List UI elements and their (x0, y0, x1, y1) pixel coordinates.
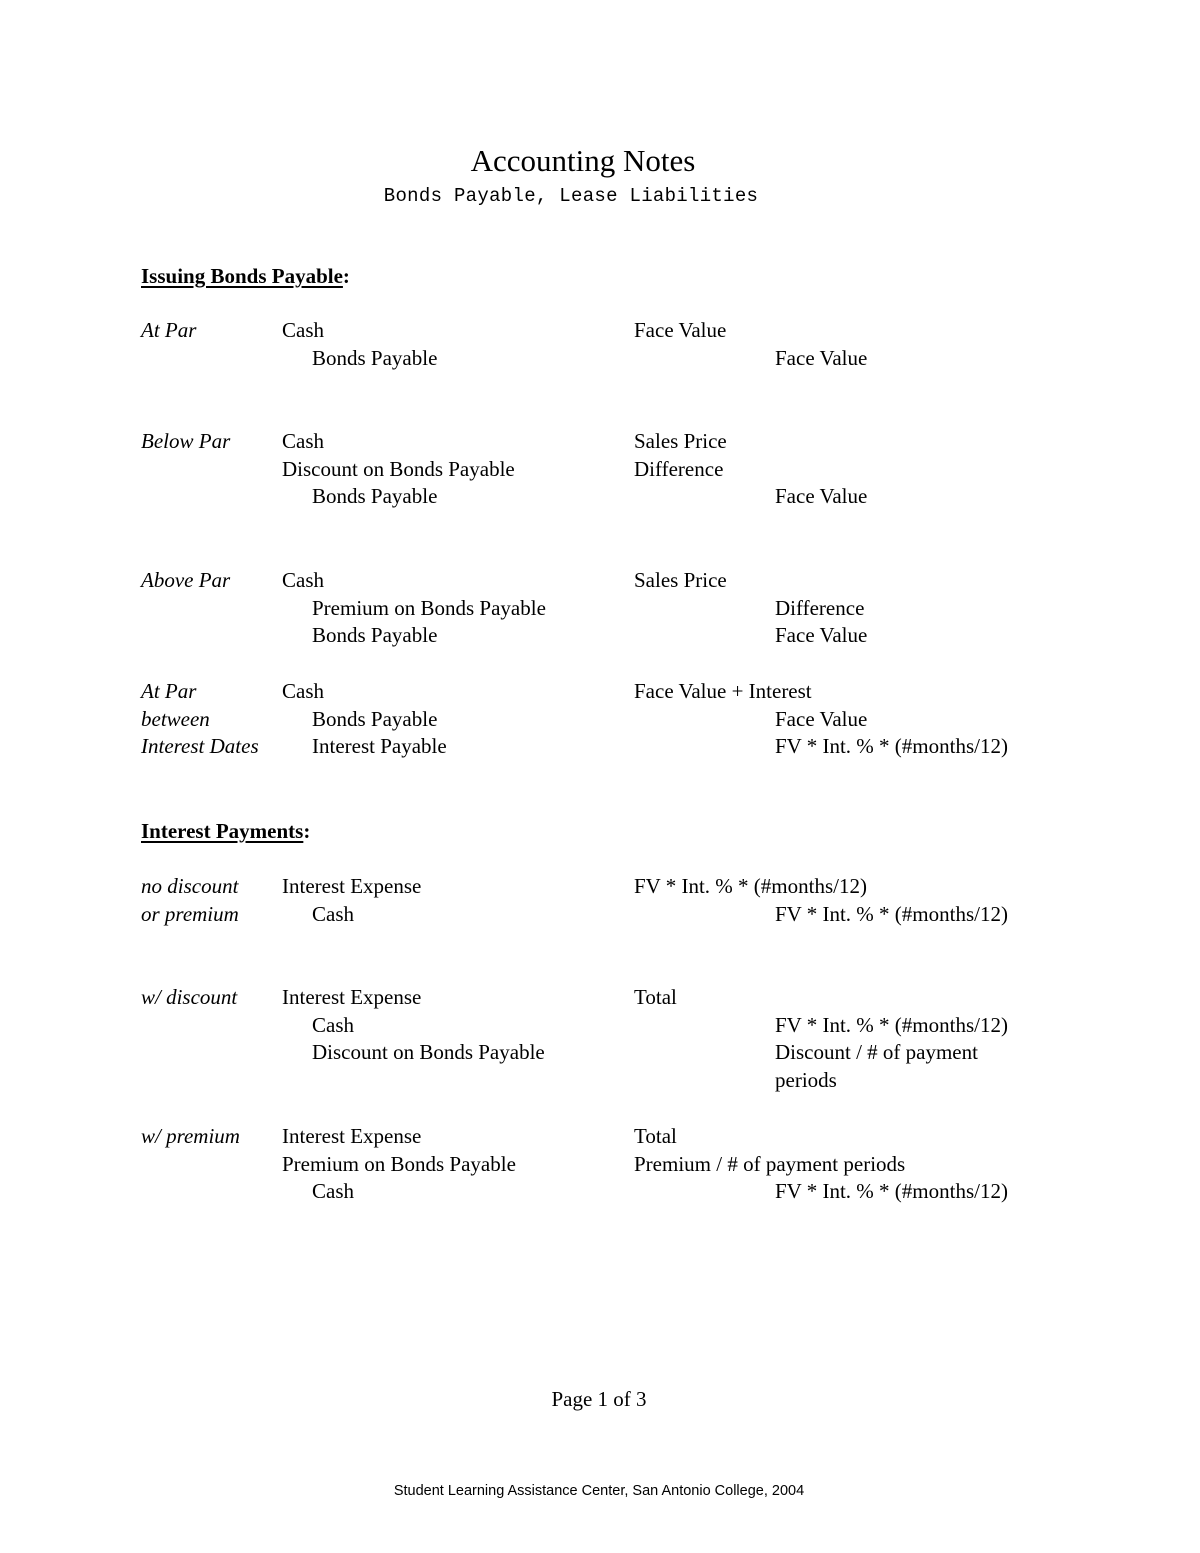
document-subtitle: Bonds Payable, Lease Liabilities (383, 185, 759, 207)
journal-entry-between-interest-dates (141, 678, 1141, 878)
debit-account: Cash (282, 429, 324, 453)
entry-label: between (141, 706, 210, 731)
debit-account: Interest Expense (282, 874, 422, 898)
section-heading-colon: : (303, 819, 311, 843)
credit-account: Discount on Bonds Payable (312, 1040, 545, 1065)
debit-account: Cash (282, 568, 324, 592)
section-heading-text: Issuing Bonds Payable (141, 264, 343, 288)
debit-account: Discount on Bonds Payable (282, 456, 515, 481)
credit-amount: Difference (775, 595, 865, 620)
entry-label: w/ discount (141, 985, 238, 1009)
debit-amount: FV * Int. % * (#months/12) (634, 874, 867, 898)
document-title: Accounting Notes (470, 143, 696, 178)
credit-account: Cash (312, 1179, 354, 1204)
credit-account: Bonds Payable (312, 484, 438, 509)
credit-account: Cash (312, 901, 354, 926)
credit-amount: Face Value (775, 623, 868, 648)
section-heading-issuing-bonds (141, 262, 350, 290)
entry-label: w/ premium (141, 1124, 240, 1148)
page-footer: Student Learning Assistance Center, San Antonio College, 2004 (393, 1483, 805, 1499)
debit-amount: Face Value (634, 318, 727, 342)
credit-account: Bonds Payable (312, 706, 438, 731)
entry-label: no discount (141, 874, 239, 898)
entry-label: Above Par (141, 568, 231, 592)
journal-entry-with-premium (141, 1123, 1141, 1323)
section-heading-text: Interest Payments (141, 819, 304, 843)
entry-label: At Par (141, 318, 197, 342)
credit-amount: FV * Int. % * (#months/12) (775, 901, 1008, 926)
page-number: Page 1 of 3 (551, 1387, 647, 1411)
entry-label: Below Par (141, 429, 231, 453)
debit-amount: Sales Price (634, 568, 727, 592)
entry-label: Interest Dates (141, 734, 259, 759)
debit-account: Cash (282, 318, 324, 342)
section-heading-interest-payments (141, 817, 310, 845)
credit-account: Interest Payable (312, 734, 447, 759)
debit-account: Interest Expense (282, 985, 422, 1009)
debit-account: Interest Expense (282, 1124, 422, 1148)
section-heading-colon: : (342, 264, 350, 288)
credit-account: Bonds Payable (312, 623, 438, 648)
credit-amount: FV * Int. % * (#months/12) (775, 734, 1008, 759)
debit-account: Cash (282, 679, 324, 703)
debit-account: Premium on Bonds Payable (282, 1151, 516, 1176)
debit-amount: Total (634, 1124, 677, 1148)
debit-amount: Premium / # of payment periods (634, 1151, 906, 1176)
credit-amount: FV * Int. % * (#months/12) (775, 1179, 1008, 1204)
credit-amount: Face Value (775, 484, 868, 509)
credit-amount: Discount / # of payment periods (775, 1040, 978, 1092)
entry-label: At Par (141, 679, 197, 703)
entry-label: or premium (141, 901, 239, 926)
credit-account: Cash (312, 1012, 354, 1037)
credit-amount: FV * Int. % * (#months/12) (775, 1012, 1008, 1037)
debit-amount: Total (634, 985, 677, 1009)
debit-amount: Sales Price (634, 429, 727, 453)
credit-account: Bonds Payable (312, 345, 438, 370)
credit-amount: Face Value (775, 706, 868, 731)
debit-amount: Face Value + Interest (634, 679, 812, 703)
credit-account: Premium on Bonds Payable (312, 595, 546, 620)
debit-amount: Difference (634, 456, 724, 481)
credit-amount: Face Value (775, 345, 868, 370)
